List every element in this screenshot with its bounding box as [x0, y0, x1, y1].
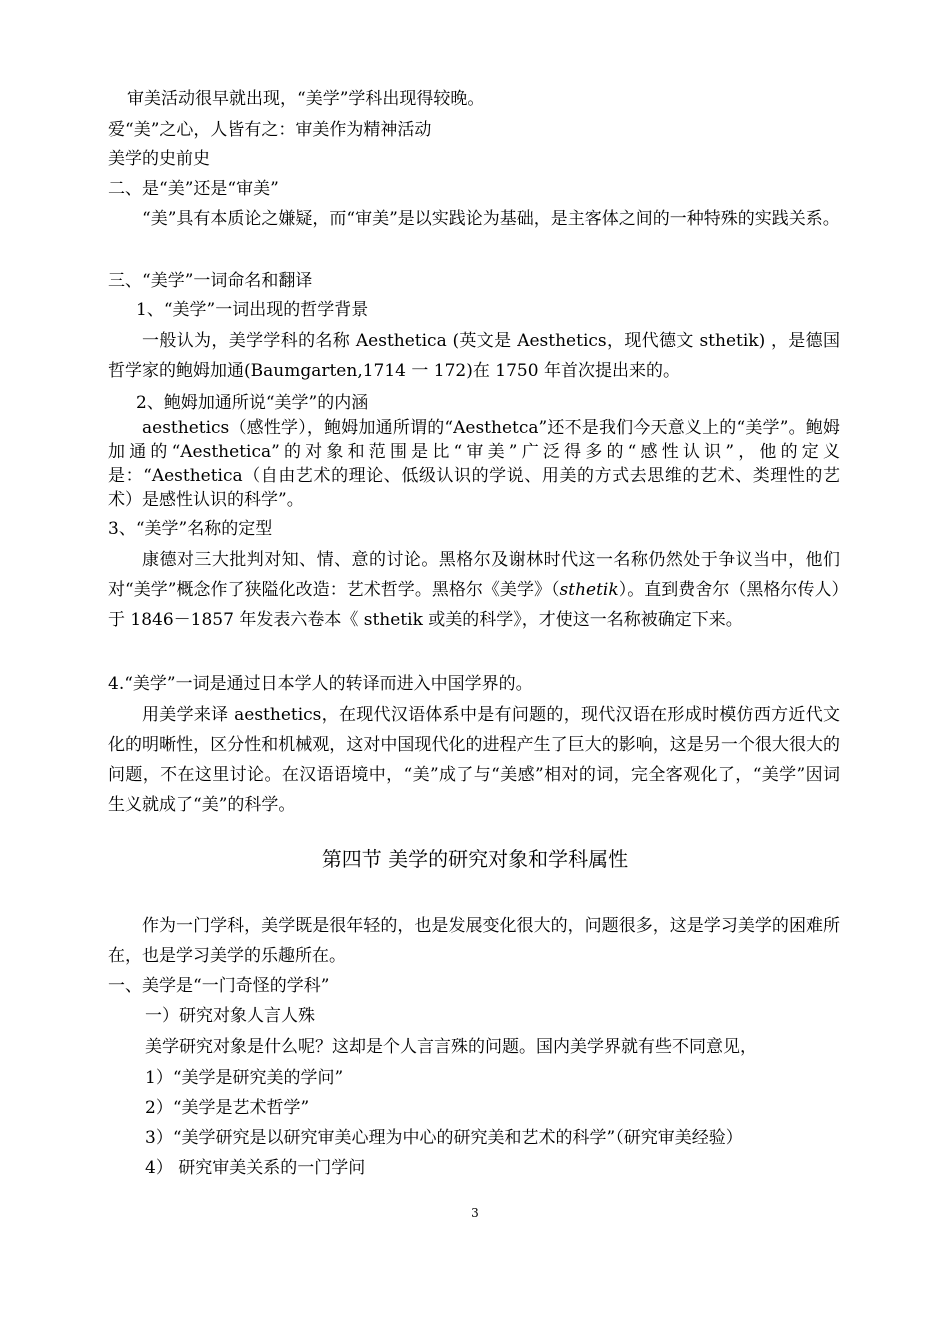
paragraph-text: ）。直到费舍尔（黑格尔传人）于 1846－1857 年发表六卷本《 sthetik 或美的科学》，才使这一名称被确定下来。	[108, 580, 840, 630]
page-number: 3	[471, 1206, 479, 1220]
list-item: 1）“美学是研究美的学问”	[145, 1068, 344, 1088]
text-line: 美学的史前史	[108, 149, 210, 169]
text-line: 美学研究对象是什么呢？这却是个人言言殊的问题。国内美学界就有些不同意见，	[145, 1037, 757, 1057]
paragraph: 用美学来译 aesthetics，在现代汉语体系中是有问题的，现代汉语在形成时模仿西方近代文化的明晰性，区分性和机械观，这对中国现代化的进程产生了巨大的影响，这是另一个很大很大的问题，不在这里讨论。在汉语语境中，“美”成了与“美感”相对的词，完全客观化了，“美学”因词生义就成了“美”的科学。	[108, 705, 840, 815]
list-item: 2）“美学是艺术哲学”	[145, 1098, 310, 1118]
paragraph-text: 康德对三大批判对知、情、意的讨论。黑格尔及谢林时代这一名称仍然处于争议当中，他们对“美学”概念作了狭隘化改造：艺术哲学。黑格尔《美学》（	[108, 550, 840, 600]
paragraph: 一般认为，美学学科的名称 Aesthetica (英文是 Aesthetics，现代德文 sthetik) ，是德国哲学家的鲍姆加通(Baumgarten,1714 一 172)在 1750 年首次提出来的。	[108, 331, 840, 381]
paragraph: aesthetics（感性学），鲍姆加通所谓的“Aesthetca”还不是我们今天意义上的“美学”。鲍姆加通的“Aesthetica”的对象和范围是比“审美”广泛得多的“感性认识”，他的定义是：“Aesthetica（自由艺术的理论、低级认识的学说、用美的方式去思维的艺术、类理性的艺术）是感性认识的科学”。	[108, 418, 840, 510]
subsection-heading-2: 2、鲍姆加通所说“美学”的内涵	[136, 393, 369, 413]
german-term: sthetik	[559, 580, 619, 600]
paragraph: 作为一门学科，美学既是很年轻的，也是发展变化很大的，问题很多，这是学习美学的困难所在，也是学习美学的乐趣所在。	[108, 916, 840, 966]
paragraph: “美”具有本质论之嫌疑，而“审美”是以实践论为基础，是主客体之间的一种特殊的实践关系。	[142, 209, 840, 229]
subsection-heading-1: 1、“美学”一词出现的哲学背景	[136, 300, 369, 320]
section-heading-3: 三、“美学”一词命名和翻译	[108, 271, 313, 291]
text-line: 爱“美”之心，人皆有之：审美作为精神活动	[108, 120, 432, 140]
subsection-heading-3: 3、“美学”名称的定型	[108, 519, 273, 539]
section-heading-1: 一、美学是“一门奇怪的学科”	[108, 976, 330, 996]
subsection-heading-4: 4.“美学”一词是通过日本学人的转译而进入中国学界的。	[108, 674, 533, 694]
list-item: 4） 研究审美关系的一门学问	[145, 1158, 366, 1178]
text-line: 审美活动很早就出现，“美学”学科出现得较晚。	[127, 89, 485, 109]
paragraph	[108, 545, 840, 635]
section-heading-2: 二、是“美”还是“审美”	[108, 179, 279, 199]
list-item: 3）“美学研究是以研究审美心理为中心的研究美和艺术的科学”（研究审美经验）	[145, 1128, 743, 1148]
subsection-heading: 一）研究对象人言人殊	[145, 1006, 315, 1026]
section-title: 第四节 美学的研究对象和学科属性	[321, 847, 629, 871]
